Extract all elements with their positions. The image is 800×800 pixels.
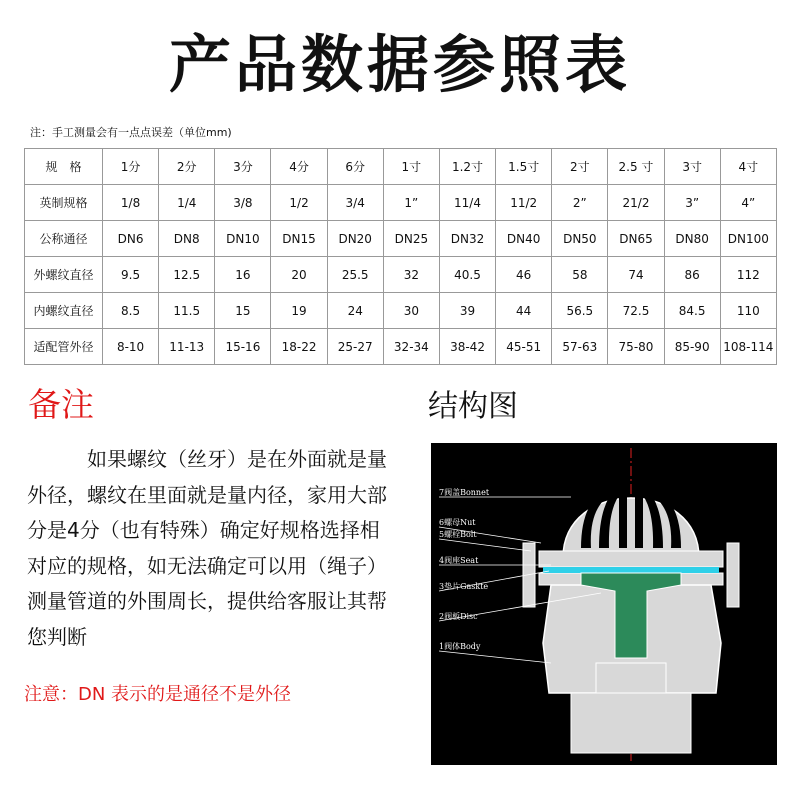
table-cell: DN100 [720, 221, 776, 257]
table-cell: 9.5 [103, 257, 159, 293]
table-row [25, 257, 777, 293]
table-cell: 1/2 [271, 185, 327, 221]
table-cell: 4寸 [720, 149, 776, 185]
table-cell: 108-114 [720, 329, 776, 365]
table-row [25, 221, 777, 257]
table-cell: 25-27 [327, 329, 383, 365]
table-cell: 11.5 [159, 293, 215, 329]
table-cell: 15 [215, 293, 271, 329]
seat-gasket [543, 567, 719, 573]
dn-warning: 注意：DN 表示的是通径不是外径 [24, 684, 292, 705]
table-cell: 20 [271, 257, 327, 293]
table-cell: DN65 [608, 221, 664, 257]
inner-sleeve [596, 663, 666, 693]
table-cell: 39 [439, 293, 495, 329]
row-label: 规 格 [25, 149, 103, 185]
valve-outlet [571, 693, 691, 753]
table-cell: 11/4 [439, 185, 495, 221]
structure-diagram [431, 443, 777, 765]
label-nut: 6螺母Nut [439, 518, 476, 527]
table-cell: 3” [664, 185, 720, 221]
table-cell: 57-63 [552, 329, 608, 365]
table-cell: 4分 [271, 149, 327, 185]
table-cell: 16 [215, 257, 271, 293]
table-cell: 8.5 [103, 293, 159, 329]
valve-drawing [431, 443, 777, 765]
label-bonnet: 7阀盖Bonnet [439, 488, 490, 497]
table-cell: 74 [608, 257, 664, 293]
table-cell: 3/8 [215, 185, 271, 221]
label-disc: 2阀板Disc [439, 612, 478, 621]
table-cell: 85-90 [664, 329, 720, 365]
table-cell: 19 [271, 293, 327, 329]
table-cell: 21/2 [608, 185, 664, 221]
table-cell: 3/4 [327, 185, 383, 221]
label-bolt: 5螺栓Bolt [439, 530, 477, 539]
table-cell: 75-80 [608, 329, 664, 365]
table-cell: 2” [552, 185, 608, 221]
remark-title: 备注 [28, 385, 94, 424]
row-label: 公称通径 [25, 221, 103, 257]
table-cell: 25.5 [327, 257, 383, 293]
table-cell: 32 [383, 257, 439, 293]
table-row [25, 329, 777, 365]
structure-title: 结构图 [428, 389, 518, 424]
table-cell: 1.2寸 [439, 149, 495, 185]
table-cell: 1寸 [383, 149, 439, 185]
remark-text: 如果螺纹（丝牙）是在外面就是量外径，螺纹在里面就是量内径，家用大部分是4分（也有特殊）确定好规格选择相对应的规格，如无法确定可以用（绳子）测量管道的外围周长，提供给客服让其帮您判断 [27, 447, 387, 649]
table-cell: 45-51 [496, 329, 552, 365]
table-cell: 3寸 [664, 149, 720, 185]
table-cell: 32-34 [383, 329, 439, 365]
table-cell: 4” [720, 185, 776, 221]
upper-flange [539, 551, 723, 567]
table-cell: 2分 [159, 149, 215, 185]
page-title: 产品数据参照表 [168, 28, 631, 101]
table-cell: 40.5 [439, 257, 495, 293]
row-label: 内螺纹直径 [25, 293, 103, 329]
label-gasket: 3垫片Gaskte [439, 582, 489, 591]
table-cell: DN50 [552, 221, 608, 257]
table-cell: 3分 [215, 149, 271, 185]
table-cell: 1分 [103, 149, 159, 185]
table-cell: 84.5 [664, 293, 720, 329]
table-cell: 46 [496, 257, 552, 293]
row-label: 英制规格 [25, 185, 103, 221]
table-cell: 38-42 [439, 329, 495, 365]
row-label: 适配管外径 [25, 329, 103, 365]
row-label: 外螺纹直径 [25, 257, 103, 293]
table-cell: 1” [383, 185, 439, 221]
table-cell: 11/2 [496, 185, 552, 221]
table-cell: 18-22 [271, 329, 327, 365]
table-cell: 15-16 [215, 329, 271, 365]
table-cell: 86 [664, 257, 720, 293]
table-row [25, 293, 777, 329]
table-cell: 2寸 [552, 149, 608, 185]
table-cell: DN80 [664, 221, 720, 257]
table-cell: 110 [720, 293, 776, 329]
measurement-note: 注：手工测量会有一点点误差（单位mm) [30, 126, 232, 139]
table-cell: 72.5 [608, 293, 664, 329]
remark-body [27, 442, 399, 655]
table-cell: DN25 [383, 221, 439, 257]
label-seat: 4阀座Seat [439, 556, 479, 565]
table-cell: 24 [327, 293, 383, 329]
table-row [25, 149, 777, 185]
right-bolt [727, 543, 739, 607]
table-cell: DN6 [103, 221, 159, 257]
spec-table [24, 148, 777, 365]
table-cell: DN10 [215, 221, 271, 257]
table-cell: 6分 [327, 149, 383, 185]
table-cell: 2.5 寸 [608, 149, 664, 185]
table-cell: 1/4 [159, 185, 215, 221]
table-cell: DN32 [439, 221, 495, 257]
table-cell: DN15 [271, 221, 327, 257]
table-cell: 11-13 [159, 329, 215, 365]
table-cell: 1.5寸 [496, 149, 552, 185]
table-cell: 58 [552, 257, 608, 293]
table-cell: 8-10 [103, 329, 159, 365]
table-cell: DN20 [327, 221, 383, 257]
table-cell: 112 [720, 257, 776, 293]
table-cell: 56.5 [552, 293, 608, 329]
table-cell: 44 [496, 293, 552, 329]
label-body: 1阀体Body [439, 642, 481, 651]
table-cell: 1/8 [103, 185, 159, 221]
table-cell: 30 [383, 293, 439, 329]
table-row [25, 185, 777, 221]
table-cell: DN8 [159, 221, 215, 257]
table-cell: DN40 [496, 221, 552, 257]
table-cell: 12.5 [159, 257, 215, 293]
